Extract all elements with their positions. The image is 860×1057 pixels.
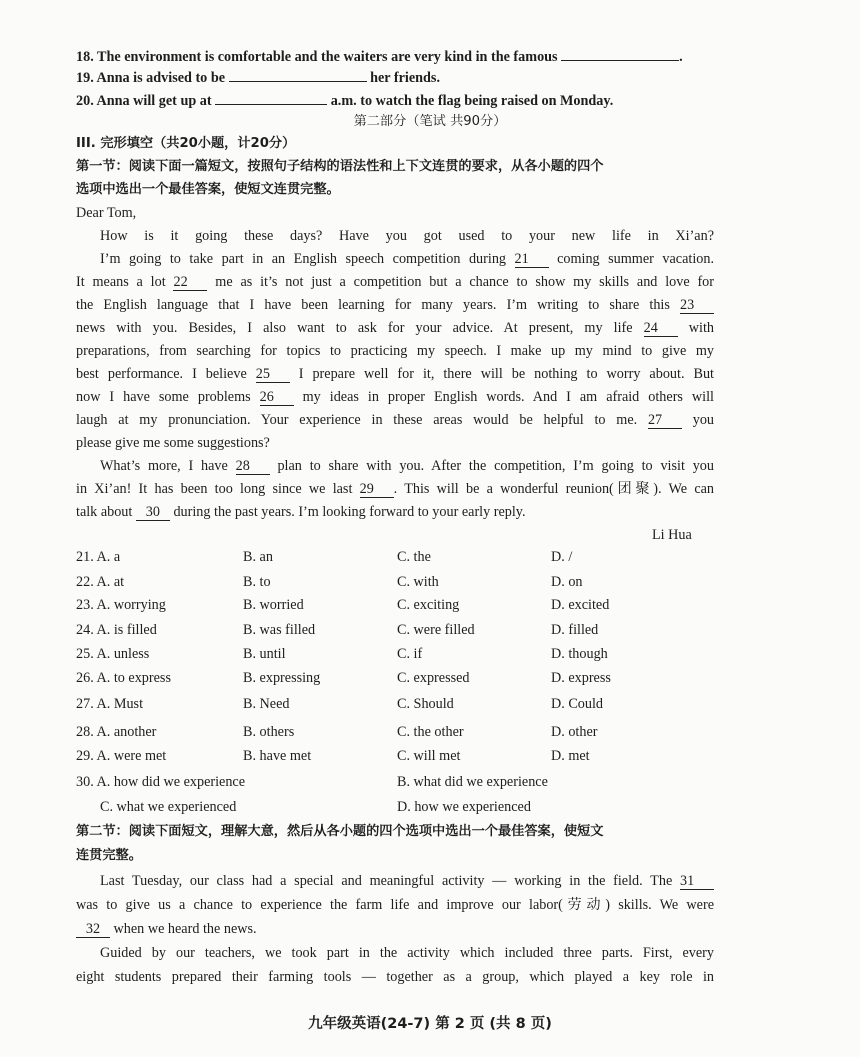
option-24-d: D. filled	[551, 622, 599, 638]
text-segment: laugh at my pronunciation. Your experience in these areas would be helpful to me.	[76, 412, 648, 428]
text-segment: What’s more, I have	[100, 458, 236, 474]
text-segment: eight students prepared their farming tools — together as a group, which played a key role in	[76, 969, 714, 985]
text-segment: talk about	[76, 504, 136, 520]
option-28-a: 28. A. another	[76, 724, 157, 740]
text-segment: . This will be a wonderful reunion(团聚). We can	[393, 481, 714, 497]
letter-line	[76, 434, 270, 452]
letter-line	[76, 296, 714, 314]
letter-line	[100, 250, 714, 268]
question-20	[76, 91, 613, 110]
option-23-a: 23. A. worrying	[76, 597, 166, 613]
blank-number: 24	[644, 321, 678, 337]
text-segment: I prepare well for it, there will be nothing to worry about. But	[289, 366, 714, 382]
option-27-a: 27. A. Must	[76, 696, 144, 712]
question-19	[76, 68, 440, 87]
q30-option-a: 30. A. how did we experience	[76, 774, 246, 790]
letter-line	[76, 480, 714, 498]
option-26-b: B. expressing	[243, 670, 321, 686]
text-segment: How is it going these days? Have you got used to your new life in Xi’an?	[100, 228, 714, 244]
blank-number: 26	[260, 390, 294, 406]
letter-line	[76, 319, 714, 337]
letter-line	[76, 273, 714, 291]
q18-end: .	[679, 49, 683, 65]
question-18	[76, 47, 683, 66]
blank-number: 21	[515, 252, 549, 268]
option-24-a: 24. A. is filled	[76, 622, 157, 638]
option-26-d: D. express	[551, 670, 611, 686]
option-29-a: 29. A. were met	[76, 748, 167, 764]
option-28-d: D. other	[551, 724, 598, 740]
option-25-a: 25. A. unless	[76, 646, 150, 662]
part2-heading: 第二部分（笔试 共90分）	[353, 114, 507, 129]
option-25-d: D. though	[551, 646, 608, 662]
option-22-c: C. with	[397, 574, 439, 590]
passage2-line	[100, 944, 714, 962]
q20-text: 20. Anna will get up at	[76, 93, 212, 109]
q19-text: 19. Anna is advised to be	[76, 70, 226, 86]
text-segment: when we heard the news.	[110, 921, 257, 937]
option-29-d: D. met	[551, 748, 590, 764]
option-23-d: D. excited	[551, 597, 610, 613]
option-27-d: D. Could	[551, 696, 604, 712]
text-segment: It means a lot	[76, 274, 174, 290]
blank-number: 32	[76, 922, 110, 938]
letter-greeting: Dear Tom,	[76, 205, 137, 221]
option-25-b: B. until	[243, 646, 286, 662]
blank-number: 23	[680, 298, 714, 314]
letter-line	[100, 457, 714, 475]
option-23-c: C. exciting	[397, 597, 460, 613]
text-segment: plan to share with you. After the competition, I’m going to visit you	[269, 458, 714, 474]
option-22-b: B. to	[243, 574, 271, 590]
option-23-b: B. worried	[243, 597, 304, 613]
text-segment: my ideas in proper English words. And I am afraid others will	[293, 389, 714, 405]
option-28-b: B. others	[243, 724, 295, 740]
q20-end: a.m. to watch the flag being raised on Monday.	[330, 93, 614, 109]
passage2-line	[76, 920, 257, 938]
blank-number: 30	[136, 505, 170, 521]
q19-end: her friends.	[370, 70, 440, 86]
option-29-b: B. have met	[243, 748, 312, 764]
text-segment: best performance. I believe	[76, 366, 256, 382]
q19-answer-line	[229, 68, 367, 82]
q18-answer-line	[561, 47, 679, 61]
letter-signature: Li Hua	[652, 527, 692, 543]
letter-line	[100, 227, 714, 245]
text-segment: preparations, from searching for topics to practicing my speech. I make up my mind to give my	[76, 343, 714, 359]
option-27-b: B. Need	[243, 696, 290, 712]
q20-answer-line	[215, 91, 327, 105]
text-segment: during the past years. I’m looking forward to your early reply.	[169, 504, 526, 520]
option-29-c: C. will met	[397, 748, 461, 764]
blank-number: 31	[680, 874, 714, 890]
option-21-b: B. an	[243, 549, 273, 565]
q30-option-c: C. what we experienced	[100, 799, 237, 815]
letter-line	[76, 411, 714, 429]
section2-instructions-line2: 连贯完整。	[76, 848, 142, 863]
text-segment: with	[677, 320, 714, 336]
blank-number: 29	[360, 482, 394, 498]
option-26-c: C. expressed	[397, 670, 470, 686]
option-27-c: C. Should	[397, 696, 454, 712]
text-segment: now I have some problems	[76, 389, 260, 405]
passage2-line	[76, 896, 714, 914]
passage2-line	[100, 872, 714, 890]
letter-line	[76, 342, 714, 360]
section3-heading: III. 完形填空（共20小题，计20分）	[76, 136, 296, 151]
option-21-a: 21. A. a	[76, 549, 121, 565]
option-22-a: 22. A. at	[76, 574, 125, 590]
q30-option-d: D. how we experienced	[397, 799, 531, 815]
option-26-a: 26. A. to express	[76, 670, 171, 686]
option-24-c: C. were filled	[397, 622, 475, 638]
text-segment: in Xi’an! It has been too long since we last	[76, 481, 360, 497]
section1-instructions-line2: 选项中选出一个最佳答案，使短文连贯完整。	[76, 182, 340, 197]
blank-number: 22	[173, 275, 207, 291]
text-segment: was to give us a chance to experience the farm life and improve our labor(劳动) skills. We were	[76, 897, 714, 913]
option-25-c: C. if	[397, 646, 423, 662]
text-segment: I’m going to take part in an English speech competition during	[100, 251, 515, 267]
text-segment: Last Tuesday, our class had a special and meaningful activity — working in the field. The	[100, 873, 680, 889]
page-footer: 九年级英语(24-7) 第 2 页 (共 8 页)	[308, 1016, 552, 1032]
option-28-c: C. the other	[397, 724, 464, 740]
letter-line	[76, 365, 714, 383]
q18-text: 18. The environment is comfortable and the waiters are very kind in the famous	[76, 49, 558, 65]
letter-line	[76, 503, 526, 521]
blank-number: 28	[236, 459, 270, 475]
text-segment: please give me some suggestions?	[76, 435, 270, 451]
text-segment: coming summer vacation.	[548, 251, 714, 267]
text-segment: Guided by our teachers, we took part in the activity which included three parts. First, every	[100, 945, 714, 961]
blank-number: 25	[256, 367, 290, 383]
section2-instructions-line1: 第二节：阅读下面短文，理解大意，然后从各小题的四个选项中选出一个最佳答案，使短文	[76, 824, 604, 839]
text-segment: you	[681, 412, 714, 428]
option-21-c: C. the	[397, 549, 431, 565]
text-segment: the English language that I have been learning for many years. I’m writing to share this	[76, 297, 680, 313]
text-segment: news with you. Besides, I also want to ask for your advice. At present, my life	[76, 320, 644, 336]
section1-instructions-line1: 第一节：阅读下面一篇短文，按照句子结构的语法性和上下文连贯的要求，从各小题的四个	[76, 159, 604, 174]
passage2-line	[76, 968, 714, 986]
blank-number: 27	[648, 413, 682, 429]
option-21-d: D. /	[551, 549, 573, 565]
text-segment: me as it’s not just a competition but a chance to show my skills and love for	[207, 274, 714, 290]
letter-line	[76, 388, 714, 406]
option-24-b: B. was filled	[243, 622, 316, 638]
q30-option-b: B. what did we experience	[397, 774, 548, 790]
option-22-d: D. on	[551, 574, 583, 590]
